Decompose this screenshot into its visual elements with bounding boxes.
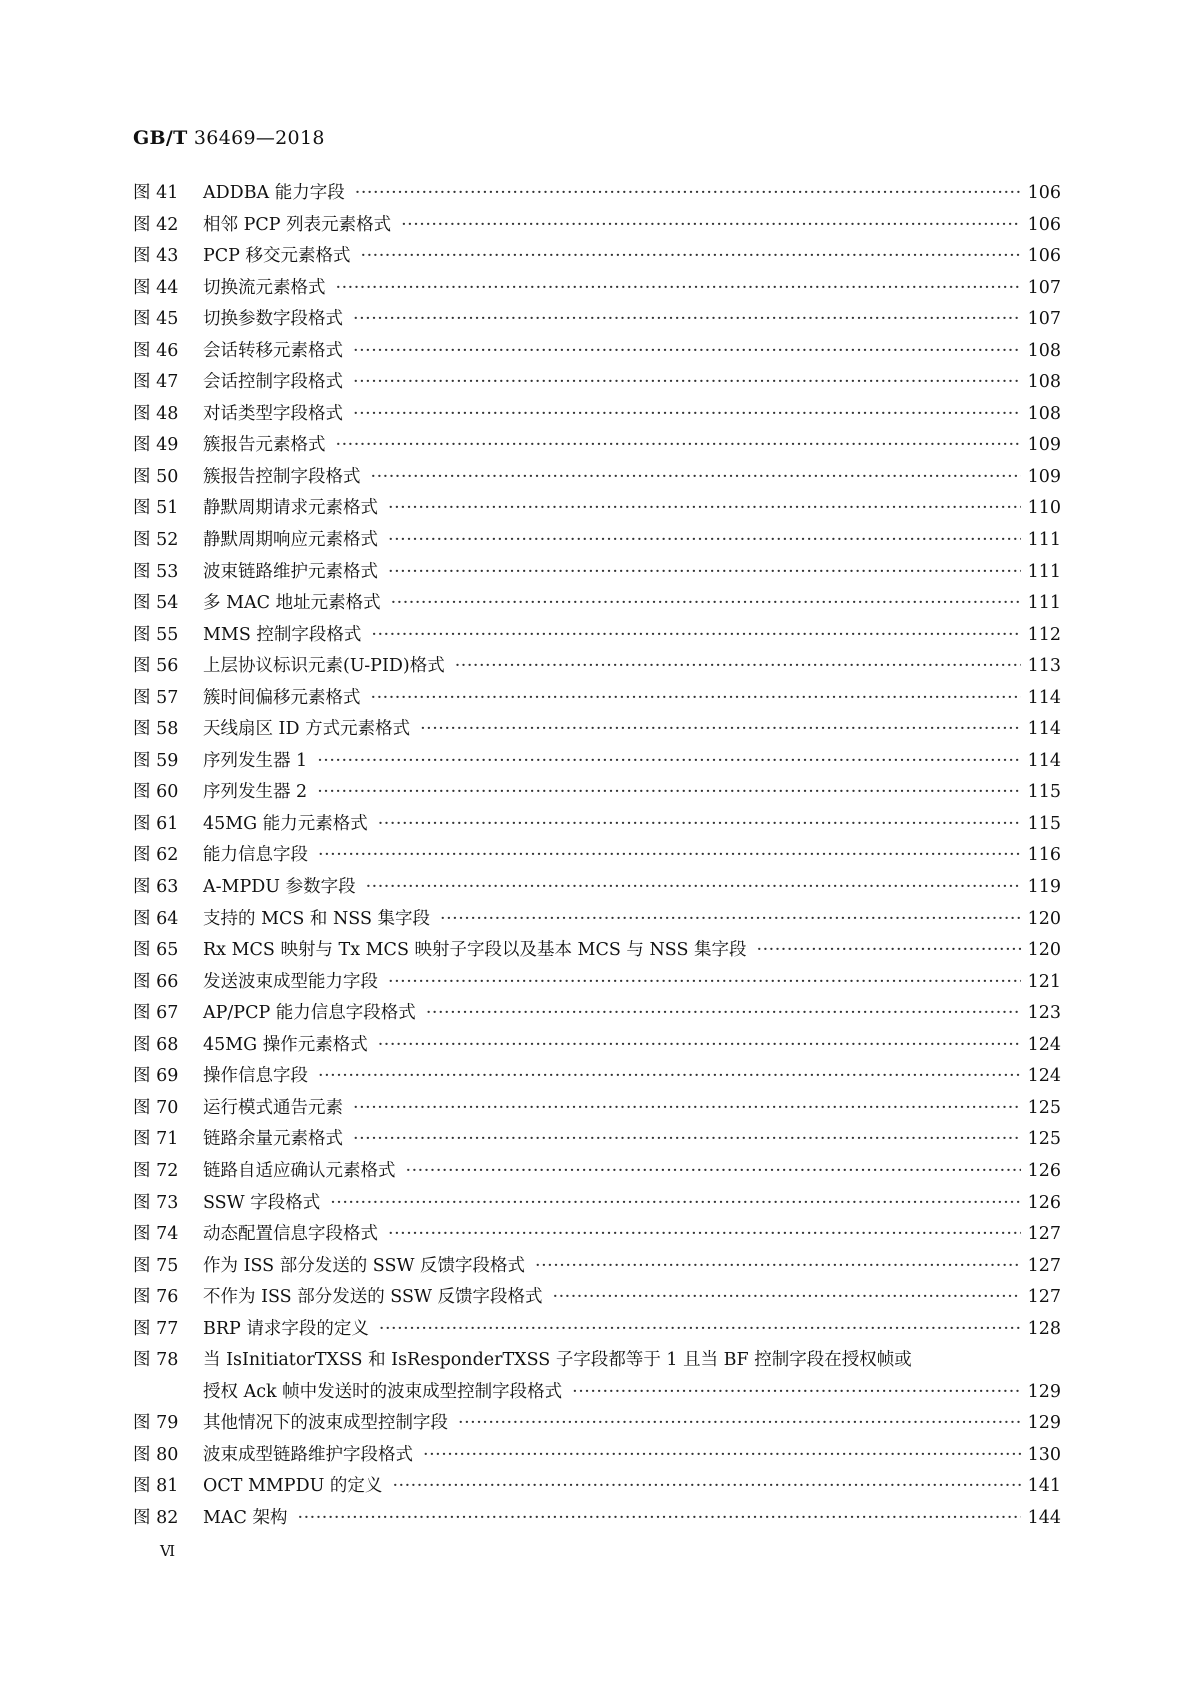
dot-leader <box>388 1219 1021 1251</box>
page-number: Ⅵ <box>160 1542 176 1560</box>
page-ref: 126 <box>1027 1192 1061 1213</box>
toc-entry[interactable] <box>133 241 1061 273</box>
figure-number: 图 68 <box>133 1034 179 1055</box>
page-ref: 106 <box>1027 183 1061 203</box>
toc-entry[interactable] <box>133 1345 1061 1377</box>
figure-number: 图 46 <box>133 340 179 361</box>
dot-leader <box>572 1377 1021 1409</box>
page-ref: 121 <box>1027 971 1061 992</box>
page-ref: 124 <box>1027 1066 1061 1087</box>
page-ref: 127 <box>1027 1255 1061 1276</box>
toc-entry[interactable] <box>133 1377 1061 1409</box>
dot-leader <box>298 1503 1021 1535</box>
figure-number: 图 76 <box>133 1287 179 1308</box>
toc-entry[interactable] <box>133 872 1061 904</box>
figure-title: 簇时间偏移元素格式 <box>203 687 361 708</box>
toc-entry[interactable] <box>133 525 1061 557</box>
toc-entry[interactable] <box>133 620 1061 652</box>
toc-entry[interactable] <box>133 367 1061 399</box>
toc-entry[interactable] <box>133 1471 1061 1503</box>
figure-number: 图 80 <box>133 1444 179 1465</box>
dot-leader <box>392 1471 1021 1503</box>
figure-title: 切换参数字段格式 <box>203 309 343 330</box>
page-ref: 114 <box>1027 750 1061 771</box>
toc-entry[interactable] <box>133 399 1061 431</box>
figure-number: 图 70 <box>133 1097 179 1118</box>
figure-title: 其他情况下的波束成型控制字段 <box>203 1413 448 1434</box>
page-ref: 107 <box>1027 309 1061 330</box>
dot-leader <box>455 651 1021 683</box>
dot-leader <box>318 840 1021 872</box>
figure-title: A-MPDU 参数字段 <box>203 877 356 898</box>
page-ref: 129 <box>1027 1381 1061 1402</box>
page-ref: 144 <box>1027 1507 1061 1528</box>
toc-entry[interactable] <box>133 714 1061 746</box>
toc-entry[interactable] <box>133 336 1061 368</box>
toc-entry[interactable] <box>133 1061 1061 1093</box>
figure-title: ADDBA 能力字段 <box>203 183 345 203</box>
toc-entry[interactable] <box>133 904 1061 936</box>
toc-entry[interactable] <box>133 1251 1061 1283</box>
page-ref: 114 <box>1027 719 1061 740</box>
toc-entry[interactable] <box>133 1503 1061 1535</box>
toc-entry[interactable] <box>133 935 1061 967</box>
figure-title: 静默周期请求元素格式 <box>203 498 378 519</box>
dot-leader <box>388 557 1021 589</box>
figure-number: 图 73 <box>133 1192 179 1213</box>
figure-title: 上层协议标识元素(U-PID)格式 <box>203 656 445 677</box>
figure-title: 当 IsInitiatorTXSS 和 IsResponderTXSS 子字段都等于 1 且当 BF 控制字段在授权帧或 <box>203 1350 912 1371</box>
figure-number: 图 78 <box>133 1350 179 1371</box>
page-ref: 127 <box>1027 1287 1061 1308</box>
page-ref: 126 <box>1027 1160 1061 1181</box>
standard-code: 36469—2018 <box>193 127 325 149</box>
figure-title: MMS 控制字段格式 <box>203 624 362 645</box>
page-ref: 108 <box>1027 340 1061 361</box>
dot-leader <box>440 904 1021 936</box>
dot-leader <box>388 967 1021 999</box>
figure-title: 支持的 MCS 和 NSS 集字段 <box>203 908 431 929</box>
dot-leader <box>330 1188 1021 1220</box>
dot-leader <box>388 525 1021 557</box>
figure-title: 动态配置信息字段格式 <box>203 1224 378 1245</box>
figure-number: 图 59 <box>133 750 179 771</box>
figure-number: 图 57 <box>133 687 179 708</box>
figure-number: 图 43 <box>133 246 179 267</box>
figure-number: 图 74 <box>133 1224 179 1245</box>
dot-leader <box>353 1124 1021 1156</box>
figure-title: 运行模式通告元素 <box>203 1097 343 1118</box>
figure-title: 波束成型链路维护字段格式 <box>203 1444 413 1465</box>
figure-number: 图 54 <box>133 593 179 614</box>
figure-title: PCP 移交元素格式 <box>203 246 351 267</box>
toc-entry[interactable] <box>133 746 1061 778</box>
page-ref: 141 <box>1027 1476 1061 1497</box>
figure-title: 波束链路维护元素格式 <box>203 561 378 582</box>
page-ref: 115 <box>1027 813 1061 834</box>
page-ref: 108 <box>1027 403 1061 424</box>
dot-leader <box>535 1251 1021 1283</box>
figure-number: 图 53 <box>133 561 179 582</box>
page-ref: 128 <box>1027 1318 1061 1339</box>
figure-number: 图 55 <box>133 624 179 645</box>
toc-entry[interactable] <box>133 777 1061 809</box>
page-ref: 115 <box>1027 782 1061 803</box>
page-ref: 127 <box>1027 1224 1061 1245</box>
figure-number: 图 42 <box>133 214 179 235</box>
dot-leader <box>353 304 1021 336</box>
toc-entry[interactable] <box>133 304 1061 336</box>
dot-leader <box>317 777 1021 809</box>
toc-entry[interactable] <box>133 651 1061 683</box>
toc-entry[interactable] <box>133 840 1061 872</box>
toc-entry[interactable] <box>133 1093 1061 1125</box>
figure-title: 对话类型字段格式 <box>203 403 343 424</box>
dot-leader <box>371 620 1021 652</box>
dot-leader <box>371 462 1022 494</box>
dot-leader <box>355 178 1021 210</box>
page-ref: 130 <box>1027 1444 1061 1465</box>
figure-number: 图 64 <box>133 908 179 929</box>
page-ref: 125 <box>1027 1097 1061 1118</box>
page-ref: 111 <box>1027 593 1061 614</box>
figure-title: 操作信息字段 <box>203 1066 308 1087</box>
page-ref: 106 <box>1027 246 1061 267</box>
figure-title: 链路自适应确认元素格式 <box>203 1160 396 1181</box>
dot-leader <box>336 273 1022 305</box>
page-ref: 108 <box>1027 372 1061 393</box>
figure-number: 图 56 <box>133 656 179 677</box>
figure-number: 图 75 <box>133 1255 179 1276</box>
figure-title: 序列发生器 1 <box>203 750 308 771</box>
dot-leader <box>401 210 1021 242</box>
dot-leader <box>553 1282 1022 1314</box>
page-ref: 109 <box>1027 435 1061 456</box>
figure-title: 簇报告控制字段格式 <box>203 466 361 487</box>
figure-number: 图 62 <box>133 845 179 866</box>
page-ref: 111 <box>1027 530 1061 551</box>
figure-title: 会话控制字段格式 <box>203 372 343 393</box>
toc-entry[interactable] <box>133 809 1061 841</box>
figure-title: BRP 请求字段的定义 <box>203 1318 369 1339</box>
figure-title: 链路余量元素格式 <box>203 1129 343 1150</box>
figure-title: 作为 ISS 部分发送的 SSW 反馈字段格式 <box>203 1255 525 1276</box>
figure-title: 簇报告元素格式 <box>203 435 326 456</box>
toc-entry[interactable] <box>133 1030 1061 1062</box>
figure-title: 45MG 能力元素格式 <box>203 813 368 834</box>
dot-leader <box>317 746 1021 778</box>
figure-number: 图 69 <box>133 1066 179 1087</box>
figure-title: 相邻 PCP 列表元素格式 <box>203 214 392 235</box>
dot-leader <box>353 399 1021 431</box>
figure-number: 图 60 <box>133 782 179 803</box>
figure-title: 静默周期响应元素格式 <box>203 530 378 551</box>
dot-leader <box>458 1408 1021 1440</box>
dot-leader <box>406 1156 1022 1188</box>
dot-leader <box>757 935 1021 967</box>
figure-title: SSW 字段格式 <box>203 1192 321 1213</box>
toc-entry[interactable] <box>133 1156 1061 1188</box>
page-ref: 107 <box>1027 277 1061 298</box>
toc-entry[interactable] <box>133 1314 1061 1346</box>
figure-title: AP/PCP 能力信息字段格式 <box>203 1003 416 1024</box>
page-ref: 125 <box>1027 1129 1061 1150</box>
toc-entry[interactable] <box>133 683 1061 715</box>
figure-number: 图 50 <box>133 466 179 487</box>
toc-entry[interactable] <box>133 462 1061 494</box>
dot-leader <box>378 1030 1021 1062</box>
toc-entry[interactable] <box>133 273 1061 305</box>
figure-number: 图 63 <box>133 877 179 898</box>
dot-leader <box>391 588 1021 620</box>
figure-number: 图 71 <box>133 1129 179 1150</box>
dot-leader <box>388 493 1021 525</box>
figure-number: 图 77 <box>133 1318 179 1339</box>
figure-number: 图 61 <box>133 813 179 834</box>
figure-title: 不作为 ISS 部分发送的 SSW 反馈字段格式 <box>203 1287 543 1308</box>
page-ref: 114 <box>1027 687 1061 708</box>
figure-number: 图 82 <box>133 1507 179 1528</box>
figure-number: 图 49 <box>133 435 179 456</box>
figure-title: 会话转移元素格式 <box>203 340 343 361</box>
document-header <box>133 127 325 149</box>
dot-leader <box>353 1093 1021 1125</box>
page-ref: 129 <box>1027 1413 1061 1434</box>
toc-entry[interactable] <box>133 1188 1061 1220</box>
figure-title: 能力信息字段 <box>203 845 308 866</box>
figure-title: Rx MCS 映射与 Tx MCS 映射子字段以及基本 MCS 与 NSS 集字段 <box>203 940 747 961</box>
figure-number: 图 66 <box>133 971 179 992</box>
figure-number: 图 44 <box>133 277 179 298</box>
page-ref: 124 <box>1027 1034 1061 1055</box>
toc-entry[interactable] <box>133 210 1061 242</box>
dot-leader <box>353 367 1021 399</box>
figure-title: 切换流元素格式 <box>203 277 326 298</box>
toc-entry[interactable] <box>133 430 1061 462</box>
page-ref: 120 <box>1027 940 1061 961</box>
figure-title: 授权 Ack 帧中发送时的波束成型控制字段格式 <box>203 1381 563 1402</box>
figure-number: 图 41 <box>133 183 179 203</box>
dot-leader <box>379 1314 1021 1346</box>
dot-leader <box>420 714 1021 746</box>
figure-number: 图 58 <box>133 719 179 740</box>
page-ref: 123 <box>1027 1003 1061 1024</box>
figure-number: 图 81 <box>133 1476 179 1497</box>
figure-number: 图 51 <box>133 498 179 519</box>
toc-entry[interactable] <box>133 1282 1061 1314</box>
dot-leader <box>366 872 1021 904</box>
toc-entry[interactable] <box>133 588 1061 620</box>
figure-title: MAC 架构 <box>203 1507 288 1528</box>
dot-leader <box>361 241 1021 273</box>
figure-title: 天线扇区 ID 方式元素格式 <box>203 719 411 740</box>
dot-leader <box>371 683 1022 715</box>
page-ref: 106 <box>1027 214 1061 235</box>
toc-entry[interactable] <box>133 1219 1061 1251</box>
figure-title: 多 MAC 地址元素格式 <box>203 593 381 614</box>
dot-leader <box>378 809 1021 841</box>
figure-title: 发送波束成型能力字段 <box>203 971 378 992</box>
dot-leader <box>353 336 1021 368</box>
page-ref: 116 <box>1027 845 1061 866</box>
page-ref: 112 <box>1027 624 1061 645</box>
page-ref: 111 <box>1027 561 1061 582</box>
page-ref: 119 <box>1027 877 1061 898</box>
toc-entry[interactable] <box>133 1408 1061 1440</box>
toc-entry[interactable] <box>133 178 1061 210</box>
figure-title: 45MG 操作元素格式 <box>203 1034 368 1055</box>
figure-number: 图 45 <box>133 309 179 330</box>
dot-leader <box>423 1440 1021 1472</box>
figure-number: 图 72 <box>133 1160 179 1181</box>
toc-entry[interactable] <box>133 998 1061 1030</box>
figure-number: 图 48 <box>133 403 179 424</box>
figure-number: 图 52 <box>133 530 179 551</box>
toc-entry[interactable] <box>133 967 1061 999</box>
dot-leader <box>336 430 1022 462</box>
standard-prefix: GB/T <box>133 127 188 149</box>
figure-title: 序列发生器 2 <box>203 782 308 803</box>
toc-entry[interactable] <box>133 557 1061 589</box>
dot-leader <box>318 1061 1021 1093</box>
figure-number: 图 67 <box>133 1003 179 1024</box>
dot-leader <box>426 998 1021 1030</box>
toc-entry[interactable] <box>133 1440 1061 1472</box>
figure-list <box>133 178 1061 1535</box>
figure-number: 图 79 <box>133 1413 179 1434</box>
page-ref: 120 <box>1027 908 1061 929</box>
page-ref: 113 <box>1027 656 1061 677</box>
toc-entry[interactable] <box>133 1124 1061 1156</box>
figure-number: 图 47 <box>133 372 179 393</box>
figure-number: 图 65 <box>133 940 179 961</box>
toc-entry[interactable] <box>133 493 1061 525</box>
figure-title: OCT MMPDU 的定义 <box>203 1476 383 1497</box>
page-ref: 109 <box>1027 466 1061 487</box>
page-ref: 110 <box>1027 498 1061 519</box>
